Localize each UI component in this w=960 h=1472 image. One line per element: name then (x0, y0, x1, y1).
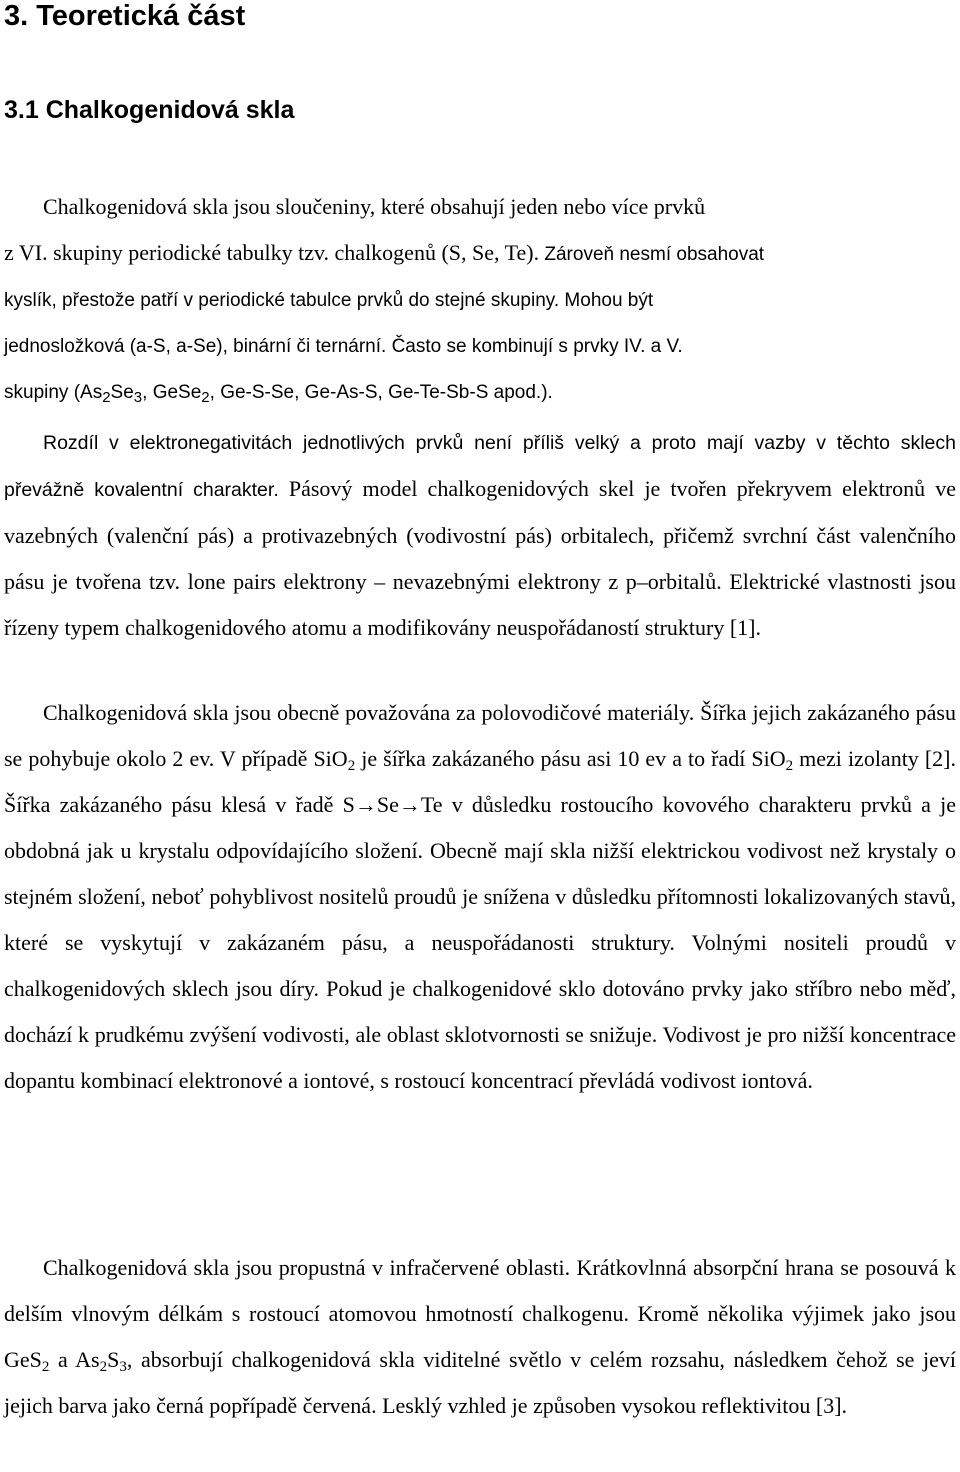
paragraph-optical-text-4: , absorbují chalkogenidová skla viditelné světlo v celém rozsahu, následkem čehož se jeví jejich barva jako černá popřípadě červená. Lesklý vzhled je způsoben vysokou reflektivitou [3]. (4, 1347, 956, 1418)
paragraph-semiconductor-text-1: Chalkogenidová skla jsou obecně považována za polovodičové materiály. Šířka jejich zakázaného pásu se pohybuje okolo 2 ev. V případě SiO (4, 700, 956, 771)
paragraph-intro-line-5 (4, 370, 956, 416)
formula-sub-1: 2 (102, 389, 111, 406)
paragraph-intro-line-2a: z VI. skupiny periodické tabulky tzv. chalkogenů (S, Se, Te). (4, 240, 540, 265)
paragraph-semiconductor-text-3: mezi izolanty [2]. Šířka zakázaného pásu klesá v řadě S→Se→Te v důsledku rostoucího kovového charakteru prvků a je obdobná jak u krystalu odpovídajícího složení. Obecně mají skla nižší elektrickou vodivost než krystaly o stejném složení, neboť pohyblivost nositelů proudů je snížena v důsledku přítomnosti lokalizovaných stavů, které se vyskytují v zakázaném pásu, a neuspořádanosti struktury. Volnými nositeli proudů v chalkogenidových sklech jsou díry. Pokud je chalkogenidové sklo dotováno prvky jako stříbro nebo měď, dochází k prudkému zvýšení vodivosti, ale oblast sklotvornosti se snižuje. Vodivost je pro nižší koncentrace dopantu kombinací elektronové a iontové, s rostoucí koncentrací převládá vodivost iontová. (4, 746, 956, 1093)
paragraph-intro-line-4: jednosložková (a-S, a-Se), binární či ternární. Často se kombinují s prvky IV. a V. (4, 336, 683, 357)
subsection-title: 3.1 Chalkogenidová skla (4, 96, 295, 124)
paragraph-optical-text-2: a As (49, 1347, 100, 1372)
paragraph-intro-line-1: Chalkogenidová skla jsou sloučeniny, které obsahují jeden nebo více prvků (43, 194, 706, 219)
formula-suffix: , Ge-S-Se, Ge-As-S, Ge-Te-Sb-S apod.). (209, 382, 553, 403)
sio2-sub-1: 2 (347, 758, 356, 774)
paragraph-intro-line-3a: kyslík, přestože patří v periodické tabulce prvků do stejné skupiny. (4, 290, 560, 311)
paragraph-intro-line-3 (4, 278, 956, 324)
sio2-sub-2: 2 (785, 758, 794, 774)
paragraph-optical-text-1: Chalkogenidová skla jsou propustná v infračervené oblasti. Krátkovlnná absorpční hrana se posouvá k delším vlnovým délkám s rostoucí atomovou hmotností chalkogenu. Kromě několika výjimek jako jsou GeS (4, 1255, 956, 1372)
as2s3-sub-2: 3 (119, 1359, 127, 1375)
paragraph-band-model-sentence-2: Pásový model chalkogenidových skel je tvořen překryvem elektronů ve vazebných (valenční pás) a protivazebných (vodivostní pás) orbitalech, přičemž svrchní část valenčního pásu je tvořena tzv. lone pairs elektrony – nevazebnými elektrony z p–orbitalů. Elektrické vlastnosti jsou řízeny typem chalkogenidového atomu a modifikovány neuspořádaností struktury [1]. (4, 476, 956, 640)
section-title: 3. Teoretická část (4, 0, 246, 32)
paragraph-intro-line-2 (4, 230, 956, 278)
paragraph-band-model-sentence-1: Rozdíl v elektronegativitách jednotlivých prvků není příliš velký a proto mají vazby v těchto sklech převážně kovalentní charakter. (4, 432, 956, 501)
paragraph-intro-line-2b: Zároveň nesmí obsahovat (539, 244, 765, 265)
paragraph-band-model (4, 419, 956, 651)
ges2-sub: 2 (41, 1359, 50, 1375)
paragraph-semiconductor-text-2: je šířka zakázaného pásu asi 10 ev a to řadí SiO (355, 746, 786, 771)
formula-mid-2: , GeSe (142, 382, 202, 403)
formula-sub-2: 3 (133, 389, 143, 406)
formula-mid-1: Se (110, 382, 134, 403)
formula-prefix: skupiny (As (4, 382, 103, 403)
paragraph-optical-text-3: S (107, 1347, 120, 1372)
as2s3-sub-1: 2 (99, 1359, 108, 1375)
paragraph-intro-line-3b: Mohou být (559, 290, 654, 311)
paragraph-intro (4, 184, 956, 416)
paragraph-optical (4, 1245, 956, 1429)
paragraph-semiconductor (4, 690, 956, 1104)
formula-sub-3: 2 (201, 389, 210, 406)
